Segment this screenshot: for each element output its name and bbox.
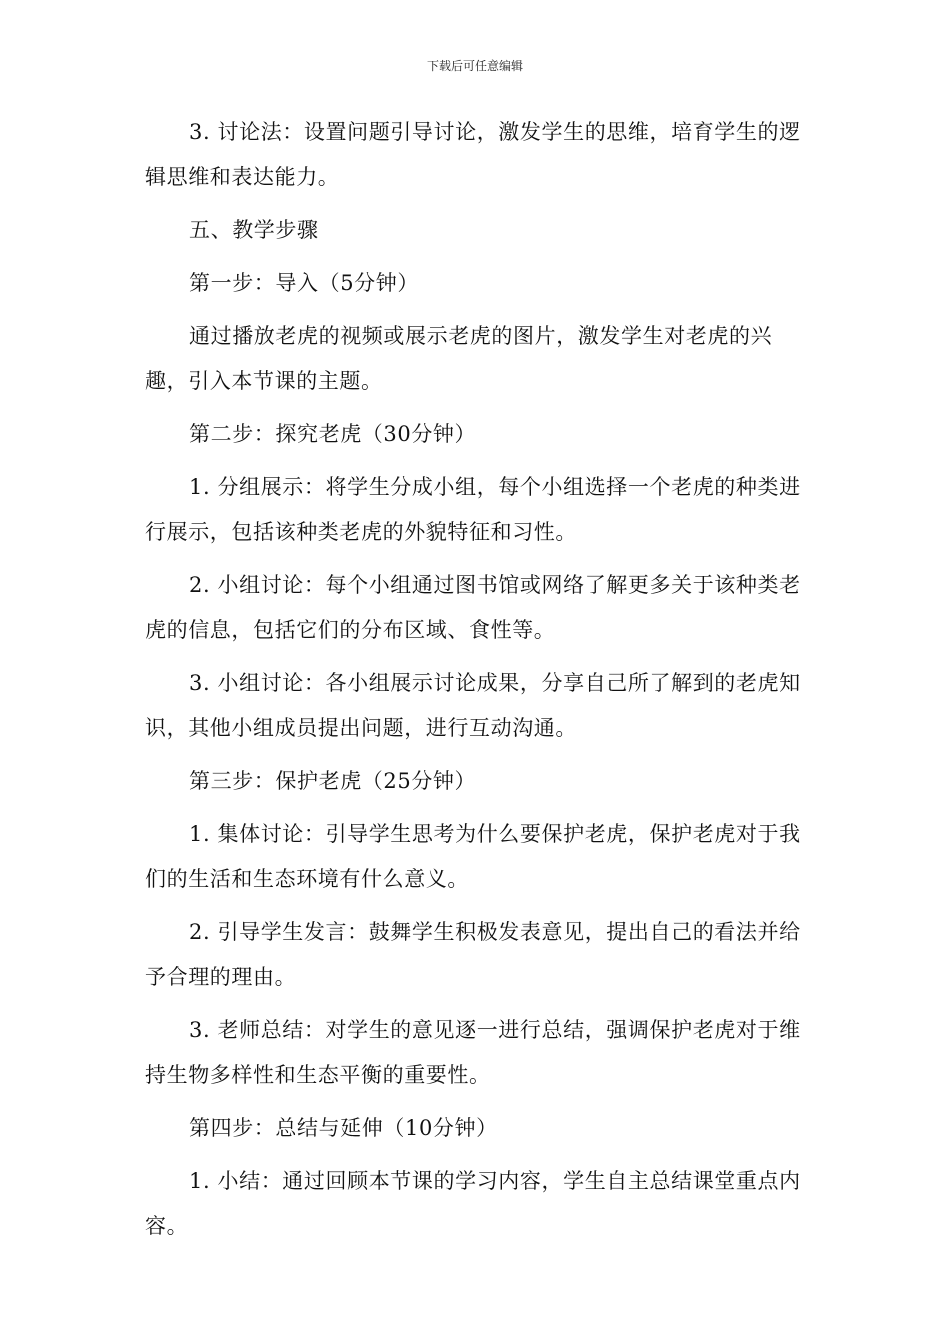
list-item: 1. 小结：通过回顾本节课的学习内容，学生自主总结课堂重点内容。 <box>145 1169 801 1238</box>
list-item: 2. 引导学生发言：鼓舞学生积极发表意见，提出自己的看法并给予合理的理由。 <box>145 920 801 989</box>
list-item: 3. 老师总结：对学生的意见逐一进行总结，强调保护老虎对于维持生物多样性和生态平衡的重要性。 <box>145 1018 801 1087</box>
step-heading: 第三步：保护老虎（25分钟） <box>189 769 477 793</box>
list-item: 2. 小组讨论：每个小组通过图书馆或网络了解更多关于该种类老虎的信息，包括它们的分布区域、食性等。 <box>145 573 801 642</box>
list-item: 1. 集体讨论：引导学生思考为什么要保护老虎，保护老虎对于我们的生活和生态环境有什么意义。 <box>145 822 801 891</box>
paragraph: 3. 讨论法：设置问题引导讨论，激发学生的思维，培育学生的逻辑思维和表达能力。 <box>145 120 801 189</box>
step-heading: 第二步：探究老虎（30分钟） <box>189 422 477 446</box>
step-heading: 第一步：导入（5分钟） <box>189 271 419 295</box>
step-heading: 第四步：总结与延伸（10分钟） <box>189 1116 498 1140</box>
paragraph: 通过播放老虎的视频或展示老虎的图片，激发学生对老虎的兴趣，引入本节课的主题。 <box>145 324 773 393</box>
document-body <box>145 110 805 1257</box>
page-header: 下载后可任意编辑 <box>426 59 523 73</box>
list-item: 1. 分组展示：将学生分成小组，每个小组选择一个老虎的种类进行展示，包括该种类老虎的外貌特征和习性。 <box>145 475 801 544</box>
section-heading: 五、教学步骤 <box>189 218 319 242</box>
list-item: 3. 小组讨论：各小组展示讨论成果，分享自己所了解到的老虎知识，其他小组成员提出问题，进行互动沟通。 <box>145 671 801 740</box>
